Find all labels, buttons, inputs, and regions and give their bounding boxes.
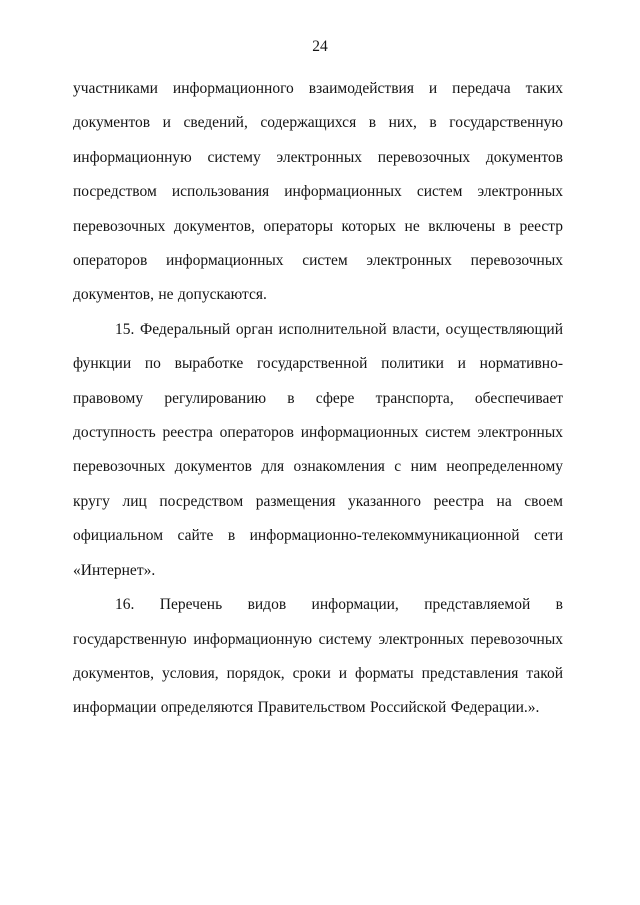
paragraph-continuation: участниками информационного взаимодействия и передача таких документов и сведений, содержащихся в них, в государственную информационную систему электронных перевозочных документов посредством использования информационных систем электронных перевозочных документов, операторы которых не включены в реестр операторов информационных систем электронных перевозочных документов, не допускаются. [73,80,563,304]
document-body [73,72,563,726]
page-number: 24 [312,38,328,55]
paragraph-15: 15. Федеральный орган исполнительной власти, осуществляющий функции по выработке государственной политики и нормативно-правовому регулированию в сфере транспорта, обеспечивает доступность реестра операторов информационных систем электронных перевозочных документов для ознакомления с ним неопределенному кругу лиц посредством размещения указанного реестра на своем официальном сайте в информационно-телекоммуникационной сети «Интернет». [73,320,563,579]
paragraph-16: 16. Перечень видов информации, представляемой в государственную информационную систему электронных перевозочных документов, условия, порядок, сроки и форматы представления такой информации определяются Правительством Российской Федерации.». [73,596,563,717]
